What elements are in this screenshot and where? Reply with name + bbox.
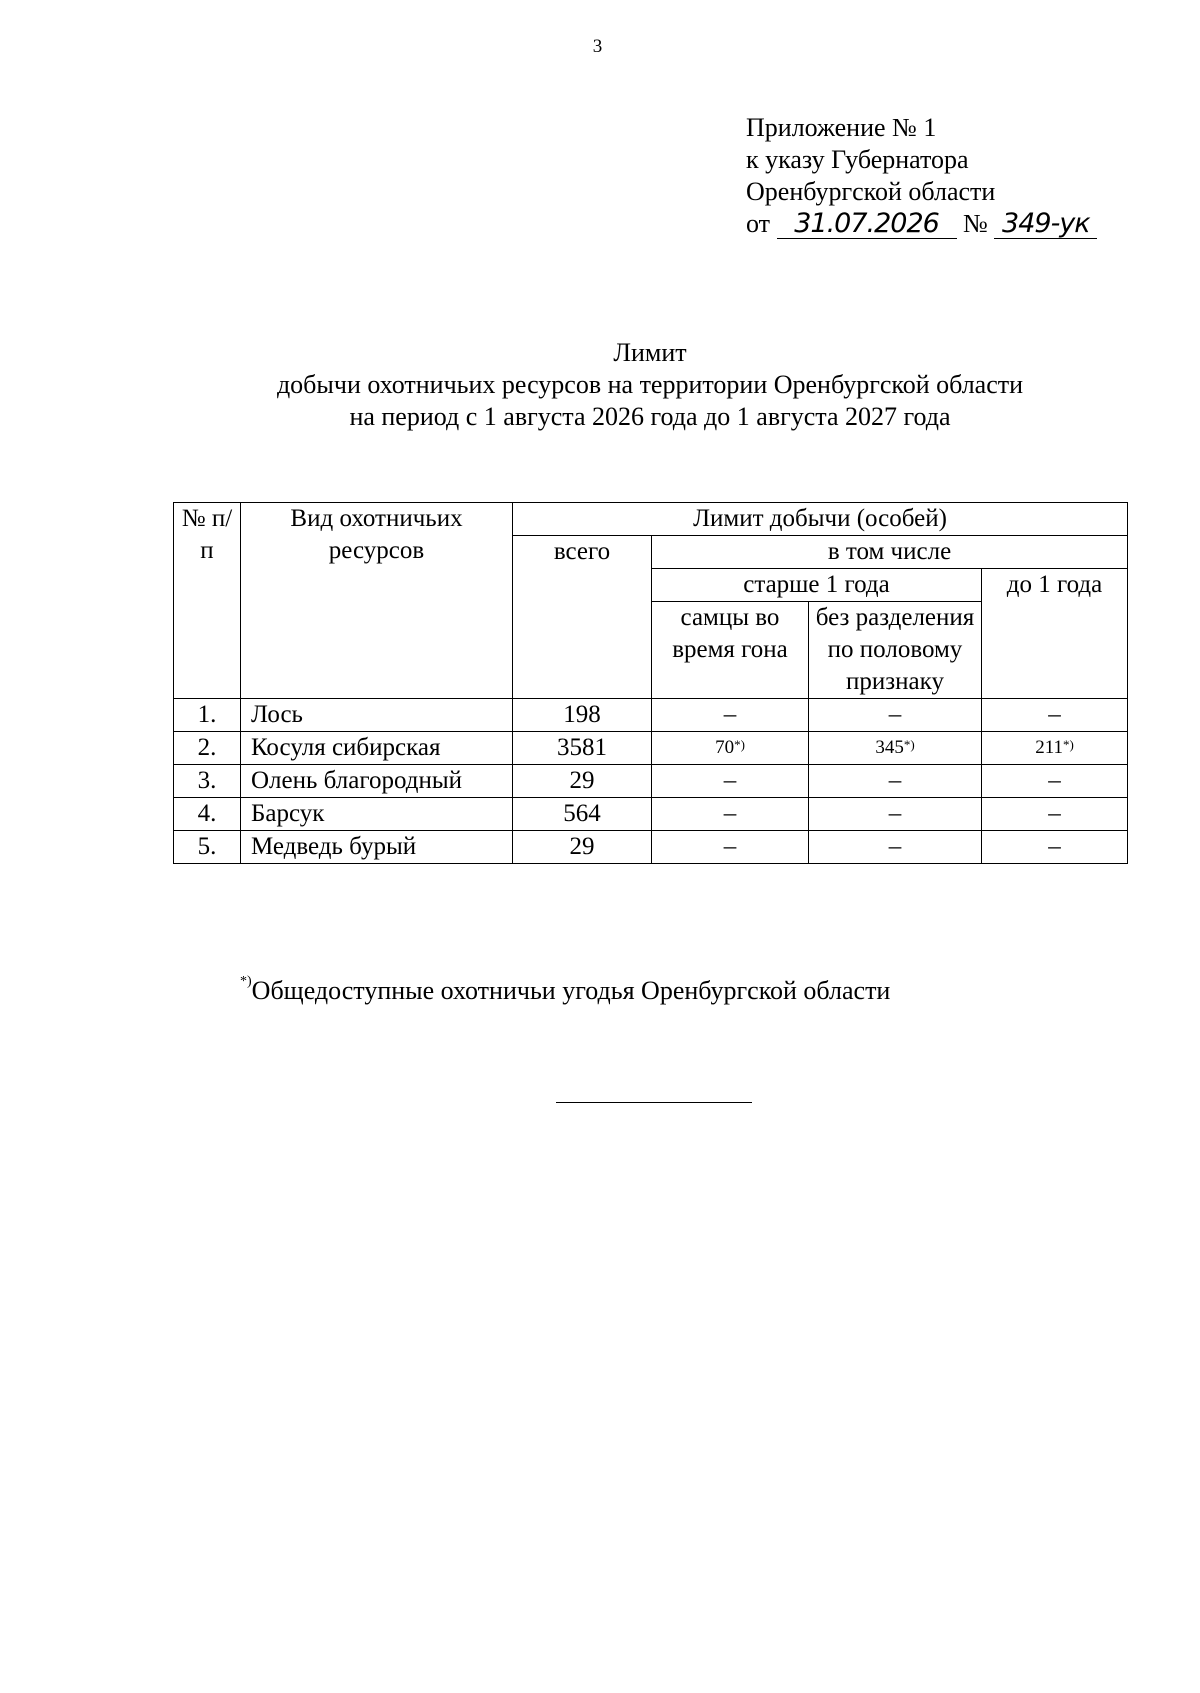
cell-under-value: 211 — [1035, 737, 1063, 758]
title-line-1: Лимит — [613, 338, 687, 367]
appendix-line-3: Оренбургской области — [746, 177, 996, 206]
limit-table — [173, 502, 1128, 864]
footnote-mark: *) — [1062, 737, 1074, 752]
cell-total: 564 — [513, 798, 652, 831]
header-nosex: без разделения по половому признаку — [809, 602, 982, 699]
header-num: № п/п — [174, 503, 241, 699]
header-males: самцы во время гона — [652, 602, 809, 699]
cell-name: Олень благородный — [241, 765, 513, 798]
cell-under: – — [982, 798, 1128, 831]
cell-males: – — [652, 699, 809, 732]
cell-males: – — [652, 798, 809, 831]
footnote-mark: *) — [734, 737, 745, 752]
cell-name: Косуля сибирская — [241, 732, 513, 765]
cell-under: – — [982, 765, 1128, 798]
appendix-line-1: Приложение № 1 — [746, 113, 937, 142]
header-older: старше 1 года — [652, 569, 982, 602]
cell-num: 5. — [174, 831, 241, 864]
cell-total: 198 — [513, 699, 652, 732]
cell-nosex: – — [809, 831, 982, 864]
appendix-date-line — [746, 208, 1097, 240]
cell-total: 29 — [513, 831, 652, 864]
table-row — [174, 798, 1128, 831]
cell-num: 4. — [174, 798, 241, 831]
header-limit: Лимит добычи (особей) — [513, 503, 1128, 536]
from-label: от — [746, 209, 771, 238]
table-row — [174, 765, 1128, 798]
cell-males: – — [652, 831, 809, 864]
cell-under — [982, 732, 1128, 765]
cell-name: Медведь бурый — [241, 831, 513, 864]
cell-males — [652, 732, 809, 765]
footnote — [240, 976, 890, 1006]
appendix-block — [746, 112, 1097, 240]
cell-num: 2. — [174, 732, 241, 765]
table-row — [174, 699, 1128, 732]
document-title — [0, 337, 1200, 433]
handwritten-date: 31.07.2026 — [777, 210, 957, 239]
header-including: в том числе — [652, 536, 1128, 569]
header-kind: Вид охотничьих ресурсов — [241, 503, 513, 699]
appendix-line-2: к указу Губернатора — [746, 145, 969, 174]
cell-num: 1. — [174, 699, 241, 732]
header-row-1 — [174, 503, 1128, 536]
cell-males-value: 70 — [715, 737, 735, 758]
cell-nosex-value: 345 — [875, 737, 904, 758]
title-line-3: на период с 1 августа 2026 года до 1 августа 2027 года — [349, 402, 951, 431]
header-total: всего — [513, 536, 652, 699]
header-under: до 1 года — [982, 569, 1128, 699]
cell-under: – — [982, 831, 1128, 864]
cell-males: – — [652, 765, 809, 798]
end-divider — [556, 1102, 752, 1103]
cell-nosex: – — [809, 765, 982, 798]
table-row — [174, 831, 1128, 864]
title-line-2: добычи охотничьих ресурсов на территории Оренбургской области — [276, 370, 1024, 399]
cell-num: 3. — [174, 765, 241, 798]
cell-nosex: – — [809, 699, 982, 732]
footnote-mark: *) — [903, 737, 915, 752]
cell-under: – — [982, 699, 1128, 732]
cell-nosex: – — [809, 798, 982, 831]
cell-name: Лось — [241, 699, 513, 732]
cell-nosex — [809, 732, 982, 765]
cell-name: Барсук — [241, 798, 513, 831]
cell-total: 29 — [513, 765, 652, 798]
handwritten-number: 349-ук — [994, 210, 1097, 239]
footnote-mark: *) — [240, 974, 252, 989]
page-number: 3 — [592, 36, 603, 57]
table-row — [174, 732, 1128, 765]
footnote-text: Общедоступные охотничьи угодья Оренбургской области — [251, 976, 891, 1005]
number-label: № — [963, 209, 988, 238]
cell-total: 3581 — [513, 732, 652, 765]
